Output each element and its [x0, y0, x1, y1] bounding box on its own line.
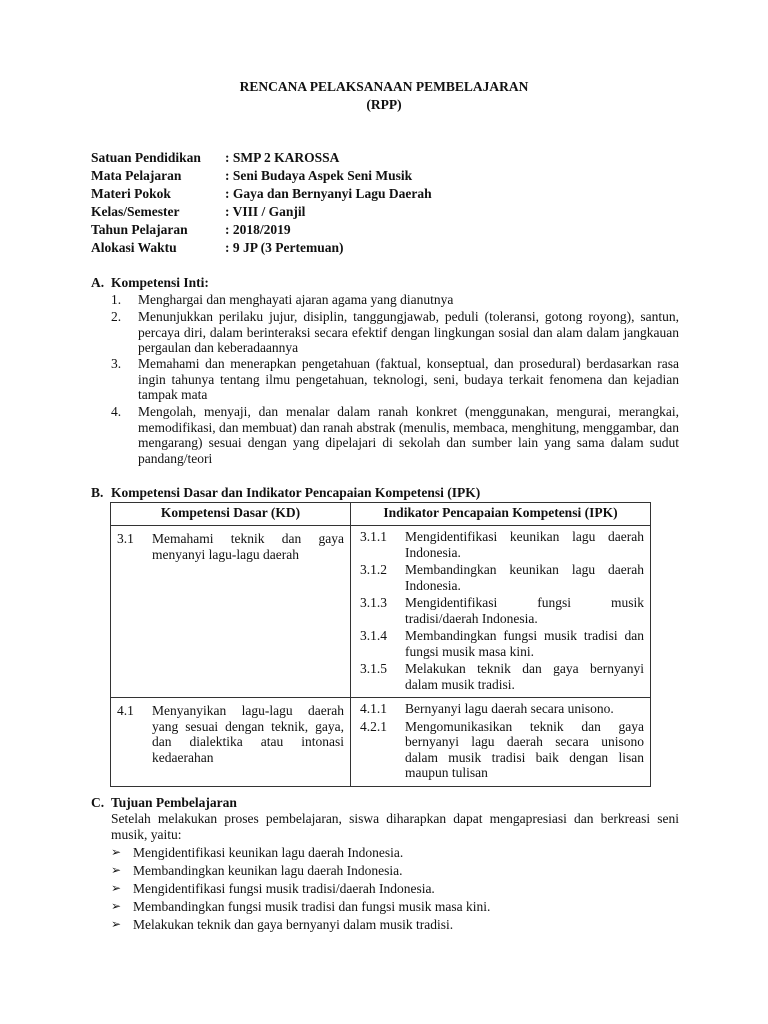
list-item: [111, 404, 679, 466]
section-letter: A.: [91, 275, 105, 290]
item-text: Menghargai dan menghayati ajaran agama yang dianutnya: [138, 292, 454, 307]
ipk-item: [360, 701, 644, 717]
identity-block: [91, 150, 432, 258]
section-a-heading: [91, 275, 209, 291]
tujuan-intro: Setelah melakukan proses pembelajaran, siswa diharapkan dapat mengapresiasi dan berkreasi seni musik, yaitu:: [111, 811, 679, 842]
section-letter: C.: [91, 795, 105, 810]
section-c-heading: [91, 795, 237, 811]
meta-value: : SMP 2 KAROSSA: [225, 150, 340, 165]
item-number: 4.: [111, 404, 122, 419]
ipk-item: [360, 595, 644, 626]
list-item: [111, 881, 490, 899]
ipk-item: [360, 562, 644, 593]
ipk-text: Bernyanyi lagu daerah secara unisono.: [405, 701, 614, 716]
arrow-bullet-icon: ➢: [111, 881, 122, 895]
bullet-text: Membandingkan keunikan lagu daerah Indonesia.: [133, 863, 403, 878]
ipk-number: 3.1.3: [360, 595, 387, 610]
ipk-item: [360, 628, 644, 659]
kd-cell: [111, 698, 351, 787]
ipk-item: [360, 719, 644, 781]
section-title: Tujuan Pembelajaran: [111, 795, 237, 810]
kompetensi-inti-list: [111, 292, 679, 466]
kd-text: Memahami teknik dan gaya menyanyi lagu-lagu daerah: [152, 531, 344, 562]
meta-value: : 9 JP (3 Pertemuan): [225, 240, 344, 255]
meta-row: [91, 240, 432, 258]
kd-number: 3.1: [117, 531, 134, 546]
ipk-text: Mengidentifikasi fungsi musik tradisi/daerah Indonesia.: [405, 595, 644, 626]
meta-label: Materi Pokok: [91, 186, 171, 201]
ipk-cell: [351, 526, 651, 698]
meta-label: Alokasi Waktu: [91, 240, 177, 255]
column-header-ipk: Indikator Pencapaian Kompetensi (IPK): [351, 503, 651, 526]
item-text: Menunjukkan perilaku jujur, disiplin, tanggungjawab, peduli (toleransi, gotong royong), santun, percaya diri, dalam berinteraksi secara efektif dengan lingkungan sosial dan alam dalam jangkauan pergaulan dan keberadaannya: [138, 309, 679, 355]
ipk-item: [360, 661, 644, 692]
meta-value: : Gaya dan Bernyanyi Lagu Daerah: [225, 186, 432, 201]
meta-row: [91, 222, 432, 240]
section-title: Kompetensi Dasar dan Indikator Pencapaian Kompetensi (IPK): [111, 485, 481, 500]
meta-row: [91, 186, 432, 204]
list-item: [111, 899, 490, 917]
column-header-kd: Kompetensi Dasar (KD): [111, 503, 351, 526]
kd-text: Menyanyikan lagu-lagu daerah yang sesuai dengan teknik, gaya, dan dialektika atau intonasi kedaerahan: [152, 703, 344, 765]
list-item: [111, 292, 679, 309]
table-row: [111, 698, 651, 787]
bullet-text: Membandingkan fungsi musik tradisi dan fungsi musik masa kini.: [133, 899, 491, 914]
section-letter: B.: [91, 485, 104, 500]
arrow-bullet-icon: ➢: [111, 899, 122, 913]
ipk-text: Mengidentifikasi keunikan lagu daerah Indonesia.: [405, 529, 644, 560]
arrow-bullet-icon: ➢: [111, 845, 122, 859]
ipk-cell: [351, 698, 651, 787]
ipk-item: [360, 529, 644, 560]
meta-row: [91, 204, 432, 222]
meta-row: [91, 150, 432, 168]
ipk-number: 3.1.1: [360, 529, 387, 544]
ipk-text: Mengomunikasikan teknik dan gaya bernyanyi lagu daerah secara unisono dalam musik tradisi baik dengan lisan maupun tulisan: [405, 718, 644, 780]
list-item: [111, 917, 490, 935]
section-title: Kompetensi Inti:: [111, 275, 209, 290]
ipk-number: 4.1.1: [360, 701, 387, 716]
table-row: [111, 526, 651, 698]
meta-value: : 2018/2019: [225, 222, 291, 237]
ipk-text: Membandingkan fungsi musik tradisi dan fungsi musik masa kini.: [405, 628, 644, 659]
meta-value: : VIII / Ganjil: [225, 204, 306, 219]
arrow-bullet-icon: ➢: [111, 863, 122, 877]
meta-value: : Seni Budaya Aspek Seni Musik: [225, 168, 413, 183]
arrow-bullet-icon: ➢: [111, 917, 122, 931]
list-item: [111, 309, 679, 356]
ipk-text: Membandingkan keunikan lagu daerah Indonesia.: [405, 562, 644, 593]
document-title: RENCANA PELAKSANAAN PEMBELAJARAN: [239, 79, 529, 94]
item-number: 1.: [111, 292, 122, 307]
ipk-number: 3.1.2: [360, 562, 387, 577]
table-header-row: [111, 503, 651, 526]
tujuan-list: [111, 845, 490, 935]
kd-cell: [111, 526, 351, 698]
ipk-text: Melakukan teknik dan gaya bernyanyi dalam musik tradisi.: [405, 661, 644, 692]
item-text: Memahami dan menerapkan pengetahuan (faktual, konseptual, dan prosedural) berdasarkan rasa ingin tahunya tentang ilmu pengetahuan, teknologi, seni, budaya terkait fenomena dan kejadian tampak mata: [138, 356, 679, 402]
meta-label: Satuan Pendidikan: [91, 150, 201, 165]
item-text: Mengolah, menyaji, dan menalar dalam ranah konkret (menggunakan, mengurai, merangkai, memodifikasi, dan membuat) dan ranah abstrak (menulis, membaca, menghitung, menggambar, dan mengarang) sesuai dengan yang dipelajari di sekolah dan sumber lain yang sama dalam sudut pandang/teori: [138, 404, 679, 466]
ipk-number: 3.1.4: [360, 628, 387, 643]
section-b-heading: [91, 485, 480, 501]
meta-label: Kelas/Semester: [91, 204, 180, 219]
bullet-text: Melakukan teknik dan gaya bernyanyi dalam musik tradisi.: [133, 917, 454, 932]
list-item: [111, 845, 490, 863]
item-number: 3.: [111, 356, 122, 371]
list-item: [111, 356, 679, 404]
document-subtitle: (RPP): [366, 97, 402, 112]
kd-number: 4.1: [117, 703, 134, 718]
bullet-text: Mengidentifikasi keunikan lagu daerah Indonesia.: [133, 845, 404, 860]
meta-row: [91, 168, 432, 186]
meta-label: Tahun Pelajaran: [91, 222, 188, 237]
item-number: 2.: [111, 309, 122, 324]
list-item: [111, 863, 490, 881]
meta-label: Mata Pelajaran: [91, 168, 182, 183]
bullet-text: Mengidentifikasi fungsi musik tradisi/daerah Indonesia.: [133, 881, 435, 896]
ipk-number: 4.2.1: [360, 718, 387, 734]
ipk-number: 3.1.5: [360, 661, 387, 676]
kd-ipk-table: [110, 502, 651, 787]
